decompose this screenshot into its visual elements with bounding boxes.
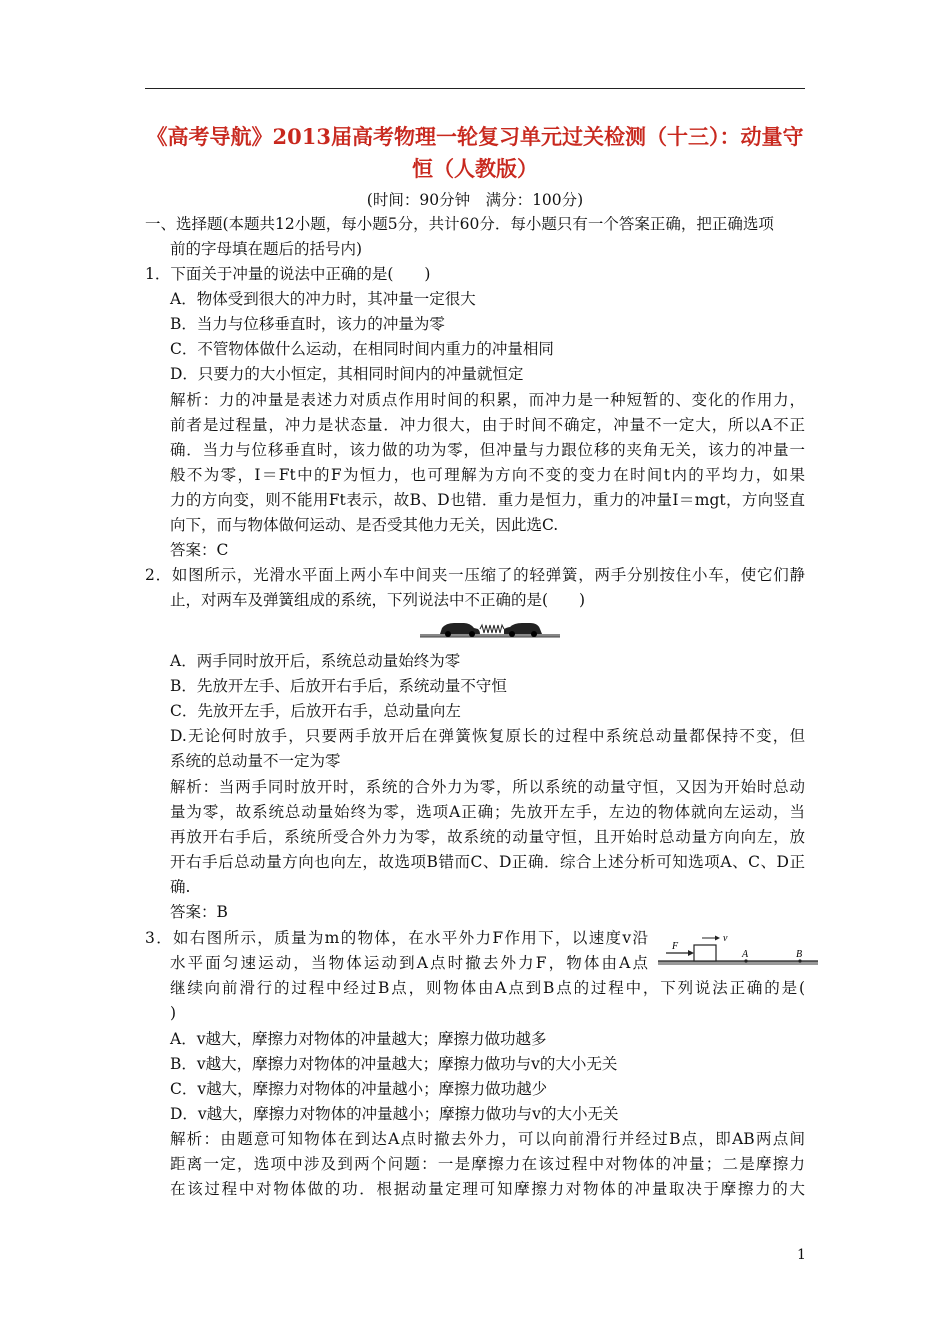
block-on-surface-figure [658, 928, 818, 970]
q1-answer: 答案：C [170, 541, 229, 559]
exam-time-info: (时间：90分钟 满分：100分) [366, 191, 584, 209]
q1-analysis-line: 解析：力的冲量是表述力对质点作用时间的积累，而冲力是一种短暂的、变化的作用力， [170, 391, 805, 409]
q3-option-b: B．v越大，摩擦力对物体的冲量越大；摩擦力做功与v的大小无关 [170, 1055, 618, 1073]
q2-stem-line-2: 止，对两车及弹簧组成的系统，下列说法中不正确的是( ) [170, 591, 586, 609]
q1-analysis-line: 向下，而与物体做何运动、是否受其他力无关，因此选C. [170, 516, 559, 534]
q3-stem-line-2: 水平面匀速运动，当物体运动到A点时撤去外力F，物体由A点 [170, 954, 648, 972]
q1-option-a: A．物体受到很大的冲力时，其冲量一定很大 [170, 290, 476, 308]
q1-analysis-line: 力的方向变，则不能用Ft表示，故B、D也错．重力是恒力，重力的冲量I＝mgt，方向竖直 [170, 491, 805, 509]
point-a-label: A [742, 949, 749, 960]
q1-analysis-line: 确．当力与位移垂直时，该力做的功为零，但冲量与力跟位移的夹角无关，该力的冲量一 [170, 441, 805, 459]
q3-stem-line-4: ) [170, 1004, 177, 1022]
document-title-line-2: 恒（人教版） [412, 156, 538, 181]
point-b-label: B [796, 949, 803, 960]
q2-analysis-line: 再放开右手后，系统所受合外力为零，故系统的动量守恒，且开始时总动量方向向左，放 [170, 828, 805, 846]
q1-option-c: C．不管物体做什么运动，在相同时间内重力的冲量相同 [170, 340, 554, 358]
q3-analysis-line: 解析：由题意可知物体在到达A点时撤去外力，可以向前滑行并经过B点，即AB两点间 [170, 1130, 805, 1148]
header-rule [145, 88, 805, 89]
q2-analysis-line: 确. [170, 878, 191, 896]
document-title-line-1: 《高考导航》2013届高考物理一轮复习单元过关检测（十三）：动量守 [146, 124, 804, 149]
q1-analysis-line: 前者是过程量，冲力是状态量．冲力很大，由于时间不确定，冲量不一定大，所以A不正 [170, 416, 805, 434]
q2-stem-line-1: 2．如图所示，光滑水平面上两小车中间夹一压缩了的轻弹簧，两手分别按住小车，使它们静 [145, 566, 805, 584]
section-header-line-1: 一、选择题(本题共12小题，每小题5分，共计60分．每小题只有一个答案正确，把正确选项 [145, 215, 774, 233]
section-header-line-2: 前的字母填在题后的括号内) [170, 240, 363, 258]
page-number: 1 [797, 1247, 806, 1263]
q3-option-c: C．v越大，摩擦力对物体的冲量越小；摩擦力做功越少 [170, 1080, 548, 1098]
force-label: F [672, 941, 679, 952]
q3-stem-line-1: 3．如右图所示，质量为m的物体，在水平外力F作用下，以速度v沿 [145, 929, 648, 947]
q2-analysis-line: 开右手后总动量方向也向左，故选项B错而C、D正确．综合上述分析可知选项A、C、D正 [170, 853, 805, 871]
q2-option-b: B．先放开左手、后放开右手后，系统动量不守恒 [170, 677, 507, 695]
q2-option-c: C．先放开左手，后放开右手，总动量向左 [170, 702, 461, 720]
q1-option-d: D．只要力的大小恒定，其相同时间内的冲量就恒定 [170, 365, 524, 383]
compressed-spring [480, 625, 504, 633]
block-mass-m [694, 945, 716, 961]
q1-option-b: B．当力与位移垂直时，该力的冲量为零 [170, 315, 445, 333]
q2-analysis-line: 量为零，故系统总动量始终为零，选项A正确；先放开左手，左边的物体就向左运动，当 [170, 803, 805, 821]
two-carts-spring-figure [420, 617, 560, 641]
q3-option-d: D．v越大，摩擦力对物体的冲量越小；摩擦力做功与v的大小无关 [170, 1105, 619, 1123]
q1-stem: 1．下面关于冲量的说法中正确的是( ) [145, 265, 431, 283]
q2-option-a: A．两手同时放开后，系统总动量始终为零 [170, 652, 461, 670]
velocity-label: v [723, 933, 728, 944]
q1-analysis-line: 般不为零，I＝Ft中的F为恒力，也可理解为方向不变的变力在时间t内的平均力，如果 [170, 466, 805, 484]
q3-analysis-line: 在该过程中对物体做的功．根据动量定理可知摩擦力对物体的冲量取决于摩擦力的大 [170, 1180, 805, 1198]
q3-option-a: A．v越大，摩擦力对物体的冲量越大；摩擦力做功越多 [170, 1030, 547, 1048]
q3-analysis-line: 距离一定，选项中涉及到两个问题：一是摩擦力在该过程中对物体的冲量；二是摩擦力 [170, 1155, 805, 1173]
q3-stem-line-3: 继续向前滑行的过程中经过B点，则物体由A点到B点的过程中，下列说法正确的是( [170, 979, 805, 997]
q2-analysis-line: 解析：当两手同时放开时，系统的合外力为零，所以系统的动量守恒，又因为开始时总动 [170, 778, 805, 796]
q2-option-d-line-1: D.无论何时放手，只要两手放开后在弹簧恢复原长的过程中系统总动量都保持不变，但 [170, 727, 805, 745]
q2-answer: 答案：B [170, 903, 228, 921]
q2-option-d-line-2: 系统的总动量不一定为零 [170, 752, 341, 770]
